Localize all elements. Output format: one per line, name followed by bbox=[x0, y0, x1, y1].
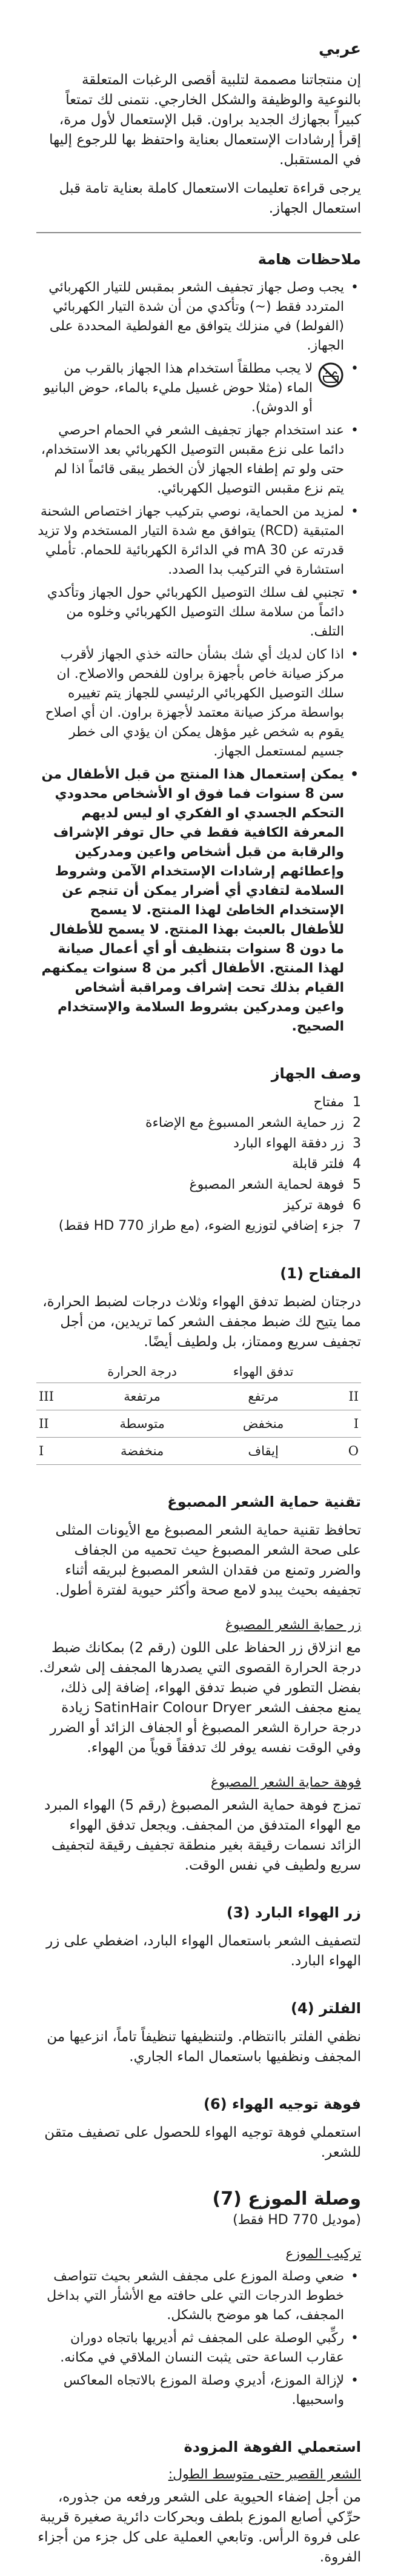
concentrator-text: استعملي فوهة توجيه الهواء للحصول على تصفيف متقن للشعر. bbox=[44, 2125, 361, 2160]
diffuser-model: (موديل HD 770 فقط) bbox=[233, 2213, 361, 2228]
part-item: 7 جزء إضافي لتوزيع الضوء، (مع طراز HD 770 فقط) bbox=[58, 1218, 361, 1233]
concentrator-heading: فوهة توجيه الهواء (6) bbox=[204, 2096, 361, 2113]
switch-text: درجتان لضبط تدفق الهواء وثلاث درجات لضبط الحرارة، مما يتيح لك ضبط مجفف الشعر كما تريدين، من أجل تجفيف سريع وممتاز، بل ولطيف أيضًا. bbox=[42, 1294, 361, 1350]
note-item: • لمزيد من الحماية، نوصي بتركيب جهاز اختصاص الشحنة المتبقية (RCD) يتوافق مع شدة التيار المستخدم ولا تزيد قدرته عن 30 mA في الدائرة الكهربائية للحمام. تأملي استشارة في التركيب بدا الصدد. bbox=[36, 502, 361, 580]
cool-shot-heading: زر الهواء البارد (3) bbox=[226, 1904, 361, 1921]
switch-heading: المفتاح (1) bbox=[280, 1265, 361, 1282]
note-item: • تجنبي لف سلك التوصيل الكهربائي حول الجهاز وتأكدي دائماً من سلامة سلك التوصيل الكهربائي وخلوه من التلف. bbox=[36, 583, 361, 642]
note-item-children: • يمكن إستعمال هذا المنتج من قبل الأطفال من سن 8 سنوات فما فوق او الأشخاص محدودي التحكم الجسدي او الفكري او ليس لديهم المعرفة الكافية فقط في حال توفر الإشراف والرقابة من قبل أشخاص واعين ومدركين وإعطائهم إرشادات الإستخدام الآمن وشروط السلامة لتفادي أي أضرار يمكن أن تنجم عن الإستخدام الخاطئ لهذا المنتج. لا يسمح للأطفال بالعبث بهذا المنتج. لا يسمح للأطفال ما دون 8 سنوات بتنظيف أو أي أعمال صيانة لهذا المنتج. الأطفال أكبر من 8 سنوات يمكنهم القيام بذلك تحت إشراف ومراقبة أشخاص واعين ومدركين بشروط السلامة والإستخدام الصحيح. bbox=[36, 765, 361, 1037]
diffuser-item: • لإزالة الموزع، أديري وصلة الموزع بالاتجاه المعاكس واسحبيها. bbox=[36, 2371, 361, 2410]
table-row: I منخفض متوسطة II bbox=[36, 1410, 361, 1438]
notes-heading: ملاحظات هامة bbox=[257, 251, 361, 268]
notes-list bbox=[36, 278, 361, 1037]
settings-table bbox=[36, 1361, 361, 1465]
colour-tech-heading: تقنية حماية الشعر المصبوغ bbox=[167, 1493, 361, 1510]
note-item: • اذا كان لديك أي شك بشأن حالته خذي الجهاز لأقرب مركز صيانة خاص بأجهزة براون للفحص والاصلاح. ان سلك التوصيل الكهربائي الرئيسي للجهاز يتم تغييره بواسطة مركز صيانة معتمد لأجهزة براون. ان أي اصلاح يقوم به شخص غير مؤهل يمكن ان يؤدي الى خطر جسيم لمستعمل الجهاز. bbox=[36, 645, 361, 762]
note-item: • عند استخدام جهاز تجفيف الشعر في الحمام احرصي دائما على نزع مقبس التوصيل الكهربائي بعد الاستخدام، حتى ولو تم إطفاء الجهاز لأن الخطر يبقى قائماً اذا لم يتم نزع مقبس التوصيل الكهربائي. bbox=[36, 421, 361, 499]
colour-button-heading: زر حماية الشعر المصبوغ bbox=[225, 1618, 361, 1633]
usage-subheading: الشعر القصير حتى متوسط الطول: bbox=[168, 2467, 361, 2482]
table-row: O إيقاف منخفضة I bbox=[36, 1438, 361, 1465]
part-item: 4 فلتر قابلة bbox=[292, 1157, 361, 1172]
language-title: عربي bbox=[318, 40, 361, 58]
note-warning-text: • لا يجب مطلقاً استخدام هذا الجهاز بالقرب من الماء (مثلا حوض غسيل مليء بالماء، حوض البانيو أو الدوش). bbox=[44, 361, 313, 415]
usage-heading: استعملي الفوهة المزودة bbox=[184, 2438, 361, 2455]
usage-text: من أجل إضفاء الحيوية على الشعر ورفعه من جذوره، حرِّكي أصابع الموزع بلطف وبحركات دائرية صغيرة قريبة على فروة الرأس. وتابعي العملية على كل جزء من أجزاء الفروة. bbox=[38, 2489, 361, 2565]
airflow-header: تدفق الهواء bbox=[207, 1361, 320, 1383]
diffuser-item: • ركِّبي الوصلة على المجفف ثم أديريها باتجاه دوران عقارب الساعة حتى يثبت النسان الملاقي في مكانه. bbox=[36, 2329, 361, 2368]
protection-nozzle-text: تمزج فوهة حماية الشعر المصبوغ (رقم 5) الهواء المبرد مع الهواء المتدفق من المجفف. ويجعل تدفق الهواء الزائد نسمات رقيقة بغير منطقة تجفيف رقيقة لتجفيف سريع ولطيف في نفس الوقت. bbox=[44, 1798, 361, 1873]
part-item: 1 مفتاح bbox=[313, 1095, 361, 1110]
part-item: 3 زر دفقة الهواء البارد bbox=[233, 1136, 361, 1151]
part-item: 6 فوهة تركيز bbox=[284, 1198, 361, 1213]
no-water-bath-icon bbox=[317, 362, 344, 388]
colour-button-text: مع انزلاق زر الحفاظ على اللون (رقم 2) بمكانك ضبط درجة الحرارة القصوى التي يصدرها المجفف إلى شعرك. بفضل التطور في ضبط تدفق الهواء، إضافة إلى ذلك، يمنع مجفف الشعر SatinHair Colour Dryer زيادة درجة حرارة الشعر المصبوغ أو الجفاف الزائد أو الضرر وفي الوقت نفسه يوفر لك تدفقاً قوياً من الهواء. bbox=[39, 1640, 361, 1756]
note-item: • يجب وصل جهاز تجفيف الشعر بمقبس للتيار الكهربائي المتردد فقط (~) وتأكدي من أن شدة التيار الكهربائي (الفولط) في منزلك يتوافق مع الفولطية المحددة على الجهاز. bbox=[36, 278, 361, 356]
intro-instruction: يرجى قراءة تعليمات الاستعمال كاملة بعناية تامة قبل استعمال الجهاز. bbox=[59, 181, 361, 216]
parts-list bbox=[36, 1092, 361, 1237]
intro-paragraph: إن منتجاتنا مصممة لتلبية أقصى الرغبات المتعلقة بالنوعية والوظيفة والشكل الخارجي. نتمنى لك تمتعاً كبيراً بجهازك الجديد براون. قبل الإستعمال لأول مرة، إقرأ إرشادات الإستعمال بعناية واحتفظ بها للرجوع إليها في المستقبل. bbox=[49, 72, 361, 168]
colour-tech-text: تحافظ تقنية حماية الشعر المصبوغ مع الأيونات المثلى على صحة الشعر المصبوغ حيث تحميه من الجفاف والضرر وتمنع من فقدان الشعر المصبوغ لبريقه أثناء تجفيفه بحيث يبدو لامع صحة وأكثر حيوية لفترة أطول. bbox=[55, 1522, 361, 1598]
part-item: 5 فوهة لحماية الشعر المصبوغ bbox=[189, 1177, 361, 1192]
divider bbox=[36, 232, 361, 233]
diffuser-heading: وصلة الموزع (7) bbox=[212, 2188, 361, 2209]
heat-header: درجة الحرارة bbox=[78, 1361, 207, 1383]
diffuser-list bbox=[36, 2267, 361, 2410]
table-row: II مرتفع مرتفعة III bbox=[36, 1383, 361, 1410]
diffuser-item: • ضعي وصلة الموزع على مجفف الشعر بحيث تتواصف خطوط الدرجات التي على حافته مع الأشأر التي بداخل المجفف، كما هو موضح بالشكل. bbox=[36, 2267, 361, 2325]
note-item-warning bbox=[36, 359, 361, 417]
filter-text: نظفي الفلتر باانتظام. ولتنظيفها تنظيفاً تاماً، انزعيها من المجفف ونظفيها باستعمال الماء الجاري. bbox=[47, 2029, 361, 2065]
description-heading: وصف الجهاز bbox=[271, 1065, 361, 1082]
cool-shot-text: لتصفيف الشعر باستعمال الهواء البارد، اضغطي على زر الهواء البارد. bbox=[46, 1933, 361, 1969]
protection-nozzle-heading: فوهة حماية الشعر المصبوغ bbox=[210, 1775, 361, 1790]
filter-heading: الفلتر (4) bbox=[290, 2000, 361, 2017]
part-item: 2 زر حماية الشعر المسبوغ مع الإضاءة bbox=[145, 1115, 361, 1130]
diffuser-subheading: تركيب الموزع bbox=[285, 2246, 361, 2262]
